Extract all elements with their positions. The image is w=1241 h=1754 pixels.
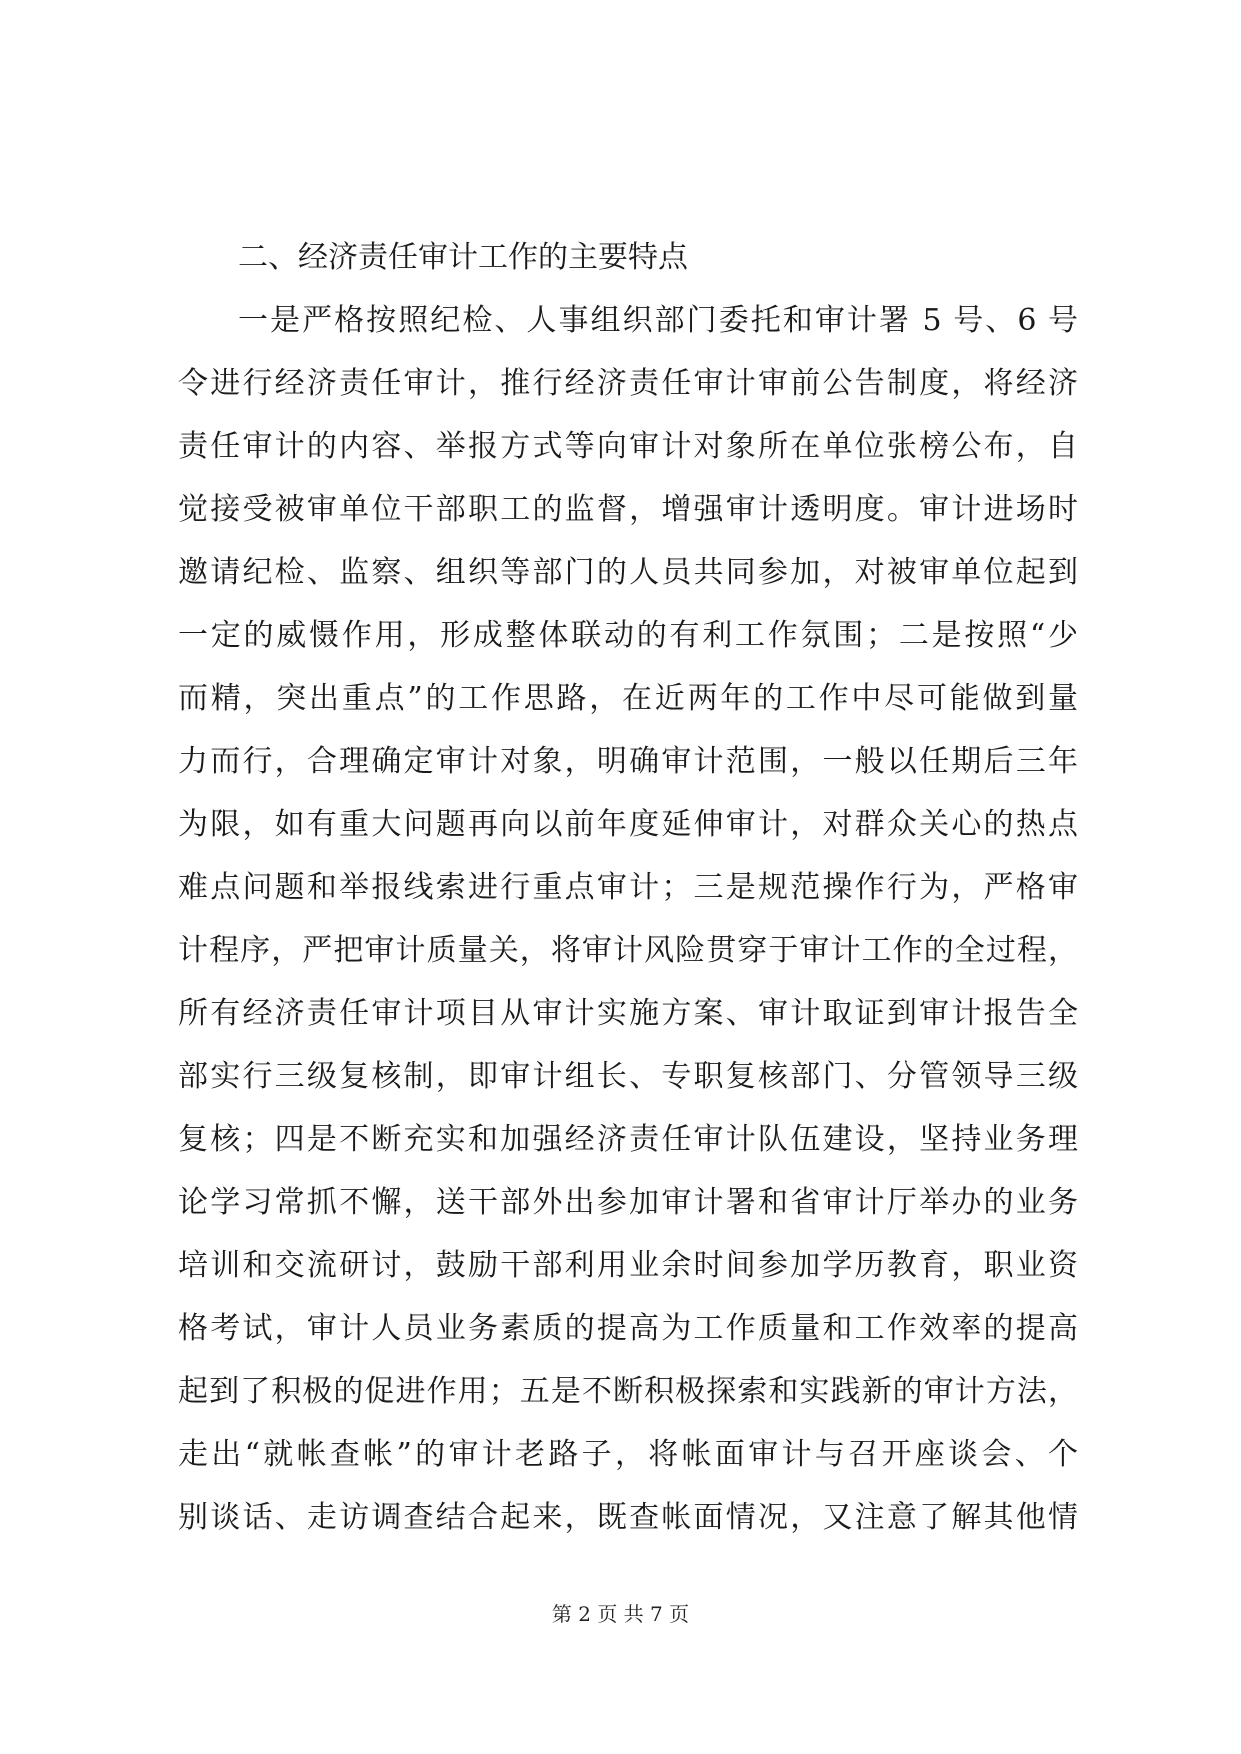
paragraph-line: 力而行，合理确定审计对象，明确审计范围，一般以任期后三年 xyxy=(178,744,1078,779)
paragraph-line: 为限，如有重大问题再向以前年度延伸审计，对群众关心的热点 xyxy=(178,807,1078,842)
paragraph-line: 起到了积极的促进作用；五是不断积极探索和实践新的审计方法， xyxy=(178,1374,1078,1409)
paragraph-line: 计程序，严把审计质量关，将审计风险贯穿于审计工作的全过程， xyxy=(178,933,1078,968)
paragraph-line: 令进行经济责任审计，推行经济责任审计审前公告制度，将经济 xyxy=(178,366,1078,401)
paragraph-line: 培训和交流研讨，鼓励干部利用业余时间参加学历教育，职业资 xyxy=(178,1248,1078,1283)
paragraph-line: 责任审计的内容、举报方式等向审计对象所在单位张榜公布，自 xyxy=(178,429,1078,464)
paragraph-line: 格考试，审计人员业务素质的提高为工作质量和工作效率的提高 xyxy=(178,1311,1078,1346)
paragraph-line: 邀请纪检、监察、组织等部门的人员共同参加，对被审单位起到 xyxy=(178,555,1078,590)
paragraph-line: 一是严格按照纪检、人事组织部门委托和审计署 5 号、6 号 xyxy=(238,303,1078,338)
paragraph-line: 一定的威慑作用，形成整体联动的有利工作氛围；二是按照“少 xyxy=(178,618,1078,653)
paragraph-line: 部实行三级复核制，即审计组长、专职复核部门、分管领导三级 xyxy=(178,1059,1078,1094)
paragraph-line: 别谈话、走访调查结合起来，既查帐面情况，又注意了解其他情 xyxy=(178,1500,1078,1535)
paragraph-line: 而精，突出重点”的工作思路，在近两年的工作中尽可能做到量 xyxy=(178,681,1078,716)
paragraph-line: 复核；四是不断充实和加强经济责任审计队伍建设，坚持业务理 xyxy=(178,1122,1078,1157)
paragraph-line: 觉接受被审单位干部职工的监督，增强审计透明度。审计进场时 xyxy=(178,492,1078,527)
paragraph-line: 论学习常抓不懈，送干部外出参加审计署和省审计厅举办的业务 xyxy=(178,1185,1078,1220)
page-number-footer: 第 2 页 共 7 页 xyxy=(551,1602,690,1626)
paragraph-line: 难点问题和举报线索进行重点审计；三是规范操作行为，严格审 xyxy=(178,870,1078,905)
document-body xyxy=(178,226,1078,1549)
section-heading: 二、经济责任审计工作的主要特点 xyxy=(238,240,688,275)
paragraph-line: 走出“就帐查帐”的审计老路子，将帐面审计与召开座谈会、个 xyxy=(178,1437,1078,1472)
paragraph-line: 所有经济责任审计项目从审计实施方案、审计取证到审计报告全 xyxy=(178,996,1078,1031)
